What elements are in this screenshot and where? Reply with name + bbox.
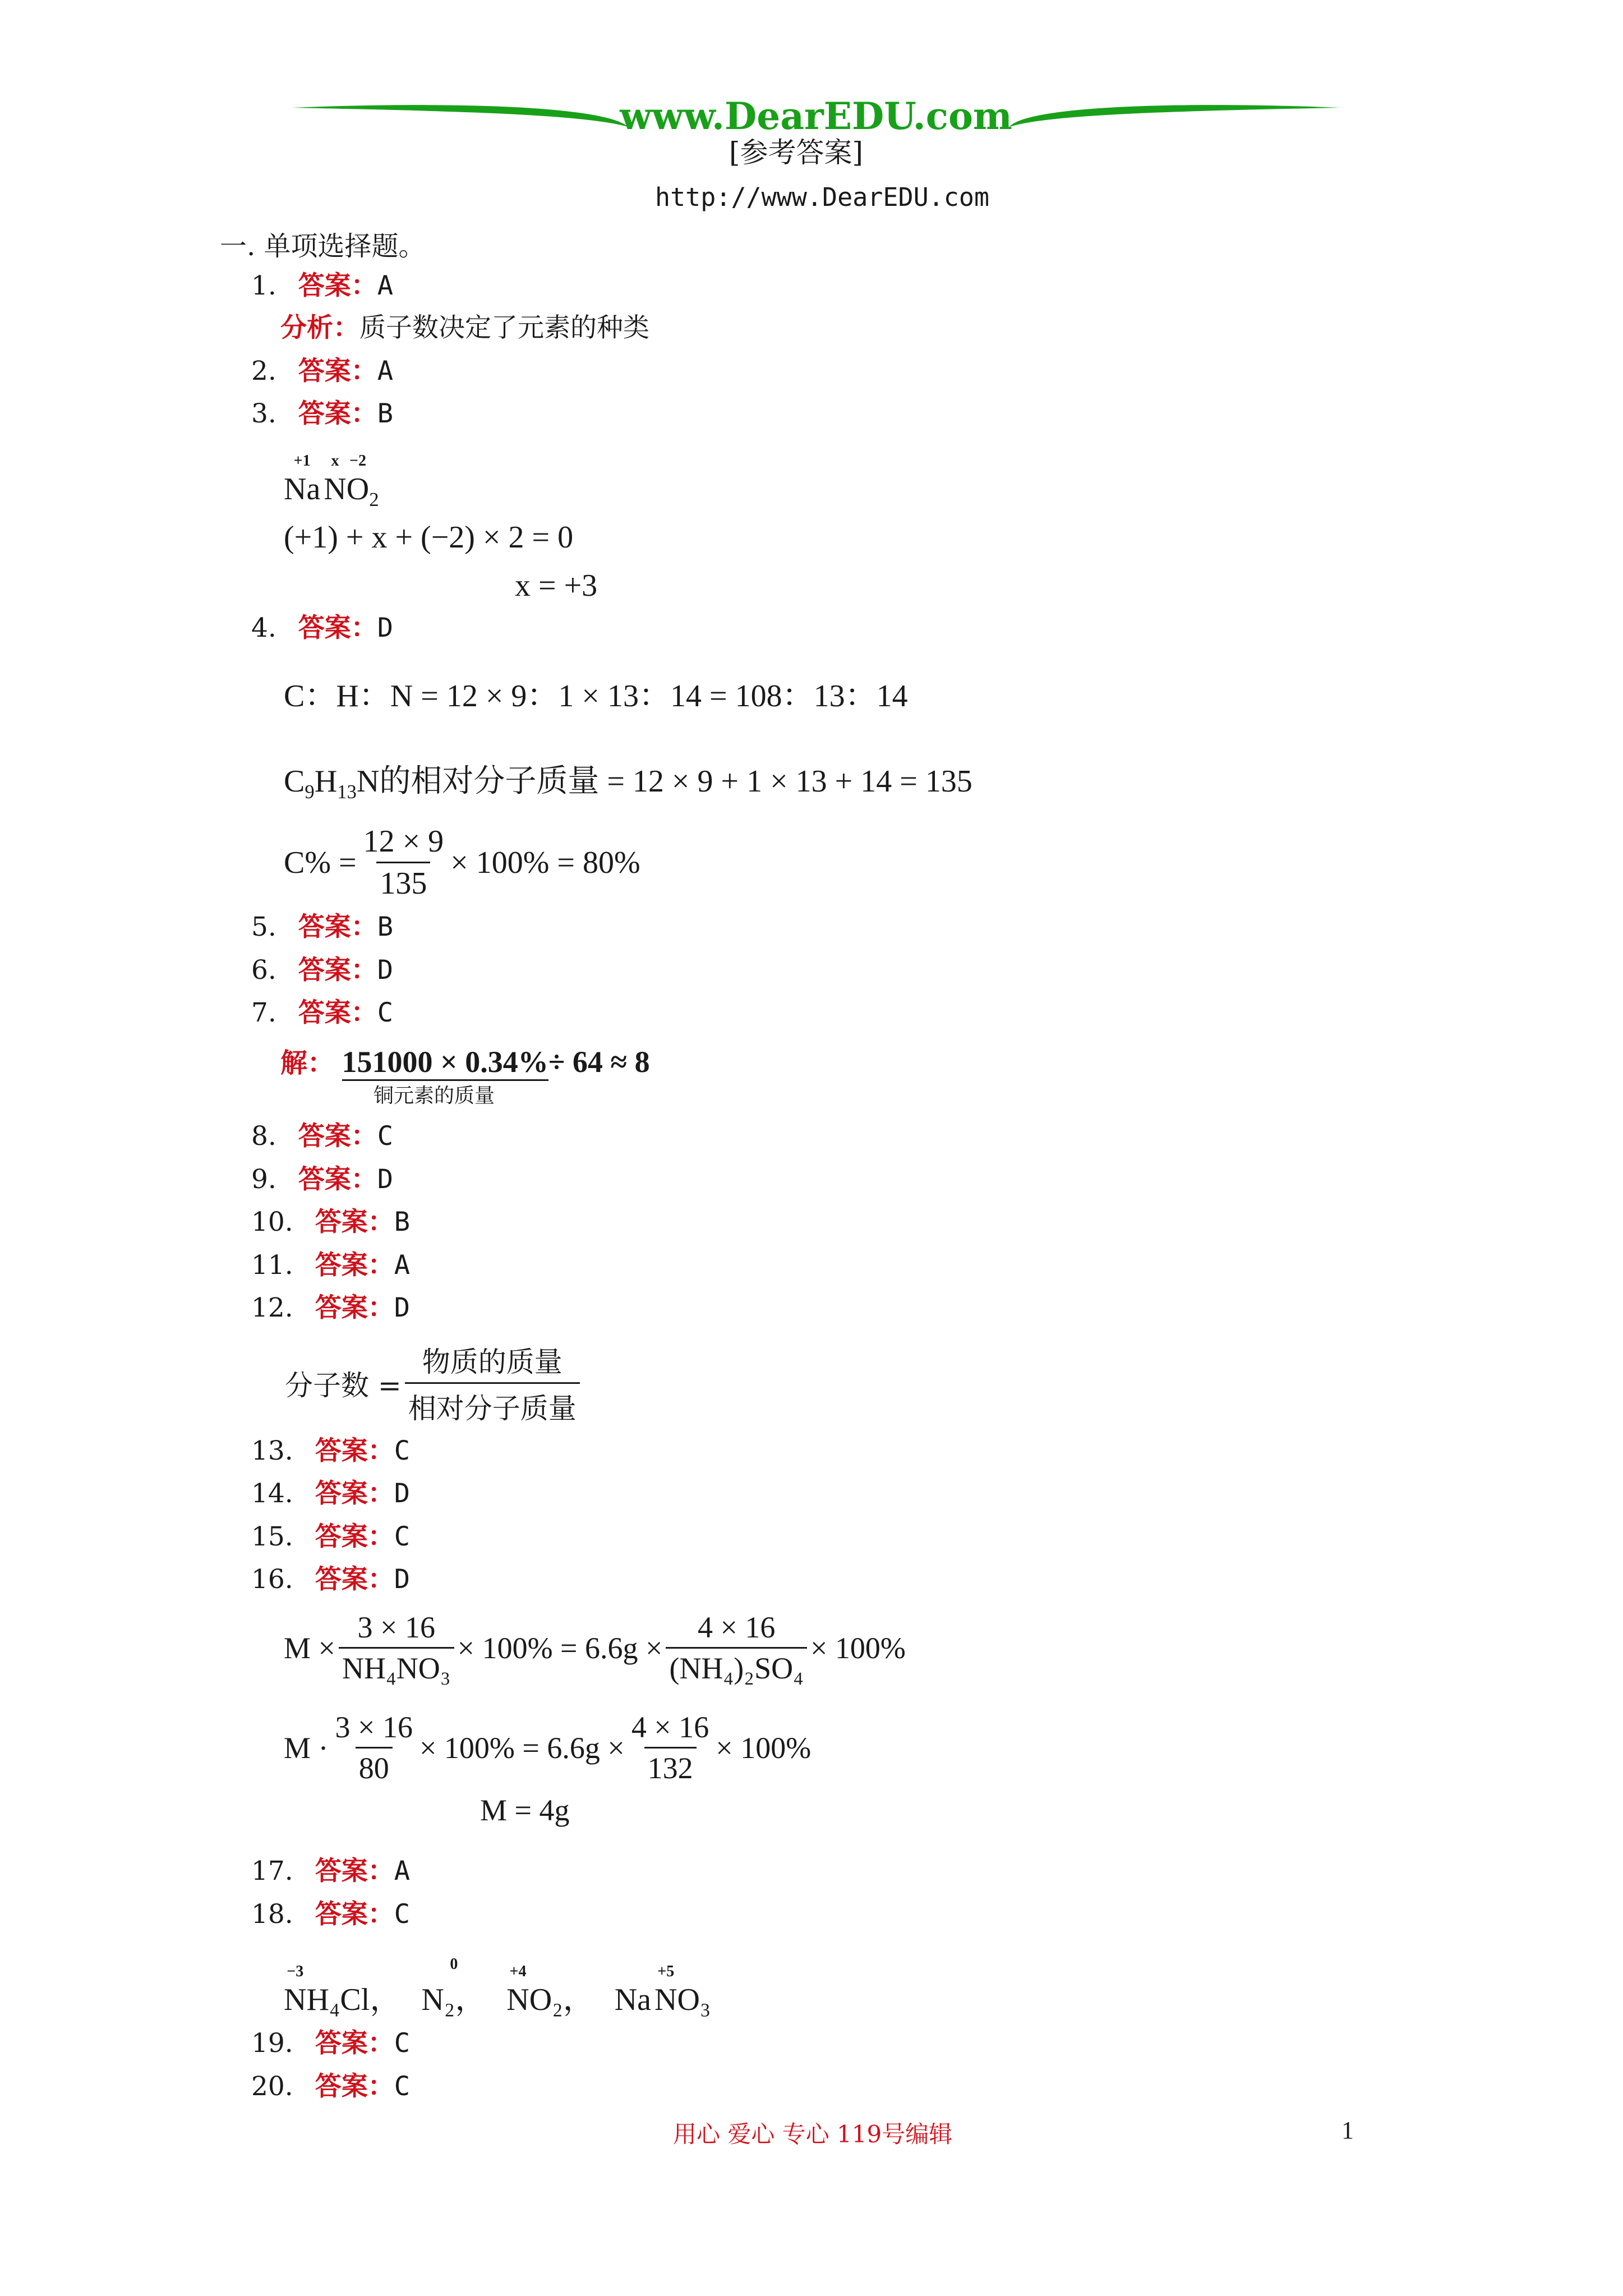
question-number: 1.	[251, 270, 276, 301]
question-number: 20.	[251, 2071, 293, 2102]
ox-n: x N	[324, 452, 347, 507]
answer-row	[251, 355, 393, 388]
answer-row	[251, 1434, 410, 1468]
answer-label: 答案：	[315, 1856, 394, 1887]
answer-label: 答案：	[298, 398, 377, 429]
question-number: 10.	[251, 1207, 293, 1237]
equation: 分子数 = $\frac{\text{物质的质量}}{\text{相对分子质量}}$	[285, 1340, 583, 1427]
answer-row	[251, 1163, 393, 1197]
answer-value: B	[377, 398, 394, 429]
answer-row	[251, 1520, 410, 1554]
answer-value: B	[394, 1207, 410, 1237]
answer-value: D	[394, 1292, 410, 1323]
equation: (+1) + x + (−2) × 2 = 0	[284, 520, 574, 555]
answer-value: C	[394, 1899, 410, 1930]
answer-row	[251, 910, 393, 944]
answer-row	[251, 1205, 410, 1239]
equation: C% = $\frac{12 \times 9}{135}$ × 100% = 80%	[284, 824, 640, 901]
ox-o: −2 O	[346, 452, 370, 507]
answer-value: A	[377, 356, 394, 386]
question-number: 16.	[251, 1564, 293, 1595]
answer-label: 答案：	[298, 613, 377, 643]
footer-slogan: 用心 爱心 专心 119号编辑	[673, 2120, 953, 2148]
question-number: 11.	[251, 1250, 293, 1281]
analysis-text: 质子数决定了元素的种类	[359, 312, 649, 343]
answer-label: 答案：	[298, 997, 377, 1028]
answer-row	[251, 996, 393, 1030]
oxidation-formula: −3 NH₄Cl， 0 N₂， +4 NO₂， Na +5 NO₃	[284, 1975, 711, 2019]
answer-value: A	[394, 1250, 410, 1281]
equation: M × $\frac{3 \times 16}{\text{NH₄NO₃}}$ × 100% = 6.6g × $\frac{4 \times 16}{\text{(NH₄)₂SO₄}}$ × 100%	[284, 1611, 906, 1685]
question-number: 8.	[251, 1121, 276, 1152]
header-url[interactable]: http://www.DearEDU.com	[655, 182, 990, 212]
site-logo[interactable]: www.DearEDU.com	[620, 94, 1012, 138]
answer-value: C	[394, 1435, 410, 1466]
answer-row	[251, 1898, 410, 1931]
answer-label: 答案：	[315, 1564, 394, 1595]
answer-row	[251, 1563, 410, 1596]
question-number: 3.	[251, 398, 276, 429]
oxidation-formula	[284, 452, 379, 511]
ox-n1: −3 N	[284, 1963, 307, 2017]
answer-value: C	[377, 1121, 394, 1152]
answer-row	[251, 954, 393, 987]
question-number: 14.	[251, 1478, 293, 1509]
answer-value: C	[394, 1521, 410, 1552]
answer-label: 答案：	[315, 1292, 394, 1323]
answer-row	[251, 2027, 410, 2060]
solution-row: 解： 151000 × 0.34%÷ 64 ≈ 8	[280, 1041, 650, 1081]
ox-na: +1 Na	[284, 452, 321, 507]
ox-n3: +4 N	[506, 1963, 529, 2017]
answer-label: 答案：	[298, 912, 377, 942]
analysis-row	[280, 311, 649, 345]
answer-row	[251, 611, 393, 645]
question-number: 7.	[251, 997, 276, 1028]
answer-value: D	[394, 1564, 410, 1595]
answer-row	[251, 1120, 393, 1153]
underbrace-caption: 铜元素的质量	[374, 1084, 495, 1107]
answer-value: C	[394, 2028, 410, 2059]
answer-row	[251, 1477, 410, 1511]
equation: $C_9H_{13}N$的相对分子质量 = 12 × 9 + 1 × 13 + 14 = 135	[284, 764, 972, 803]
question-number: 19.	[251, 2028, 293, 2059]
ox-n2: 0 N₂，	[421, 1955, 487, 2017]
question-number: 15.	[251, 1521, 293, 1552]
answer-label: 答案：	[315, 1207, 394, 1237]
question-number: 9.	[251, 1164, 276, 1195]
analysis-label: 分析：	[280, 312, 359, 343]
answer-value: D	[377, 955, 394, 986]
equation: M = 4g	[480, 1793, 570, 1827]
question-number: 18.	[251, 1899, 293, 1930]
question-number: 5.	[251, 912, 276, 942]
answer-row	[251, 1855, 410, 1888]
answer-value: D	[377, 1164, 394, 1195]
answer-label: 答案：	[315, 1521, 394, 1552]
answer-label: 答案：	[298, 356, 377, 386]
answer-label: 答案：	[298, 955, 377, 986]
answer-value: A	[394, 1856, 410, 1887]
answer-value: A	[377, 270, 394, 301]
answer-label: 答案：	[315, 1899, 394, 1930]
answer-value: B	[377, 912, 394, 942]
answer-value: D	[377, 613, 394, 643]
section-title: 一. 单项选择题。	[220, 231, 426, 262]
answer-value: D	[394, 1478, 410, 1509]
question-number: 2.	[251, 356, 276, 386]
answer-label: 答案：	[315, 2028, 394, 2059]
answer-value: C	[377, 997, 394, 1028]
answer-value: C	[394, 2071, 410, 2102]
answer-label: 答案：	[298, 1121, 377, 1152]
solution-label: 解：	[280, 1048, 335, 1078]
question-number: 13.	[251, 1435, 293, 1466]
question-number: 6.	[251, 955, 276, 986]
equation: x = +3	[515, 568, 598, 603]
answer-label: 答案：	[315, 1435, 394, 1466]
underbrace-term: 151000 × 0.34%	[342, 1045, 548, 1081]
equation: C：H：N = 12 × 9：1 × 13：14 = 108：13：14	[284, 679, 908, 714]
page-number: 1	[1341, 2116, 1354, 2144]
question-number: 4.	[251, 613, 276, 643]
answer-label: 答案：	[315, 1250, 394, 1281]
equation: M · $\frac{3 \times 16}{80}$ × 100% = 6.6g × $\frac{4 \times 16}{132}$ × 100%	[284, 1710, 811, 1785]
answer-label: 答案：	[315, 2071, 394, 2102]
question-number: 12.	[251, 1292, 293, 1323]
answer-label: 答案：	[315, 1478, 394, 1509]
answer-row	[251, 1291, 410, 1325]
answer-row	[251, 397, 393, 431]
answer-label: 答案：	[298, 270, 377, 301]
answer-label: 答案：	[298, 1164, 377, 1195]
answer-row	[251, 269, 393, 303]
ox-n4: +5 N	[654, 1963, 677, 2017]
subscript: 2	[369, 489, 379, 511]
page-title: [参考答案]	[729, 136, 864, 169]
answer-row	[251, 2070, 410, 2104]
question-number: 17.	[251, 1856, 293, 1887]
answer-row	[251, 1249, 410, 1282]
